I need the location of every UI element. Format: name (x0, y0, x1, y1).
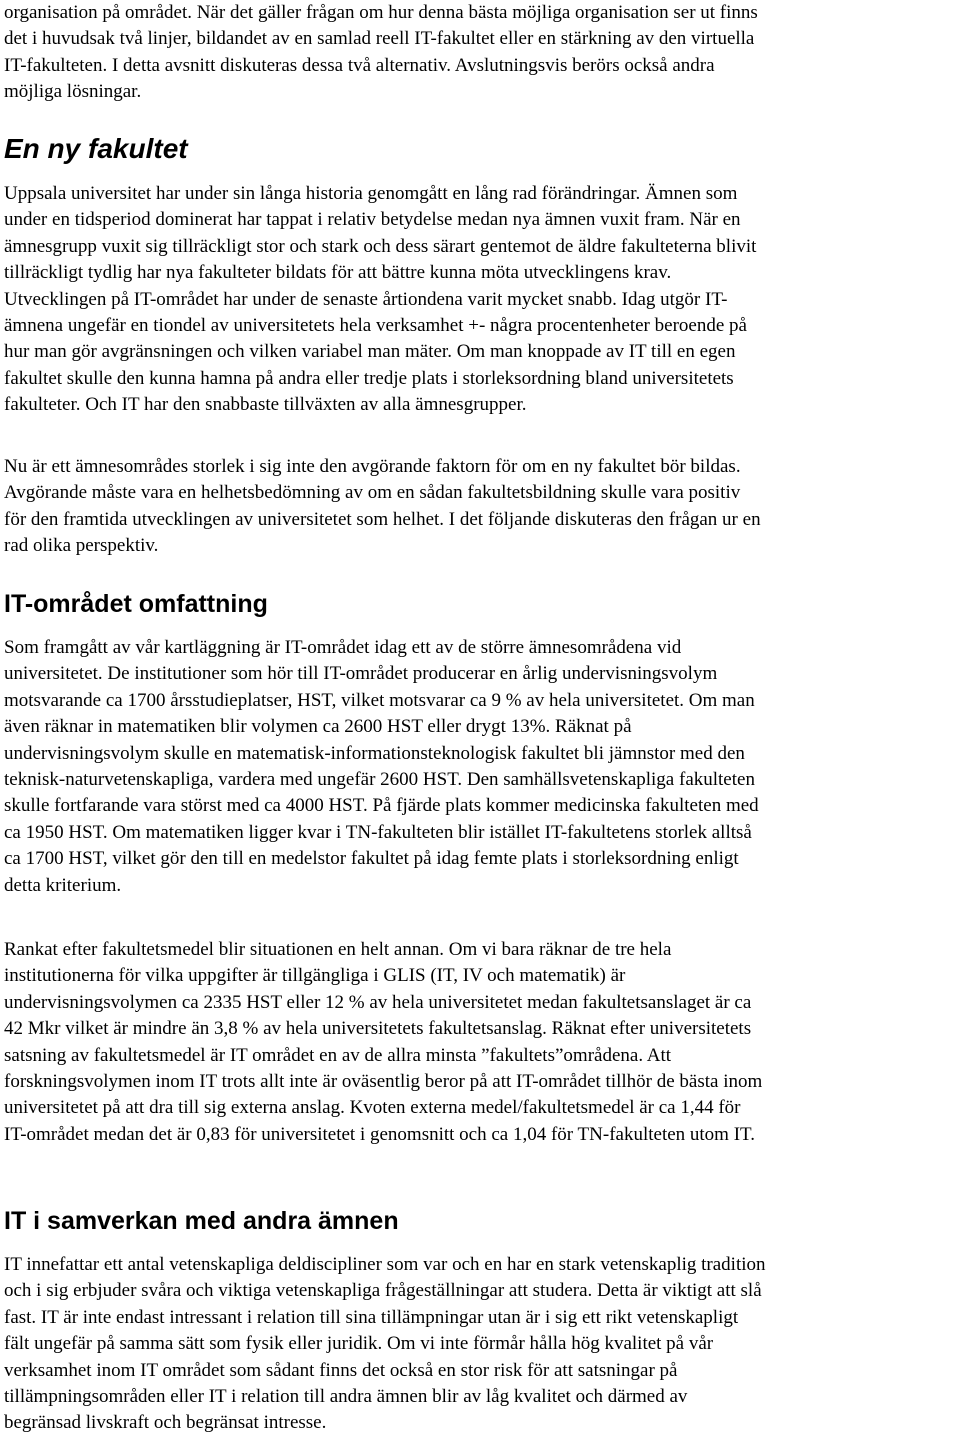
text-line: möjliga lösningar. (4, 81, 142, 103)
text-line: ca 1700 HST, vilket gör den till en medelstor fakultet på idag femte plats i storleksordning enligt (4, 848, 739, 870)
text-line: Utvecklingen på IT-området har under de senaste årtiondena varit mycket snabb. Idag utgör IT- (4, 288, 728, 310)
text-line: ämnesgrupp vuxit sig tillräckligt stor och stark och dess särart gentemot de äldre fakulteterna blivit (4, 235, 757, 257)
text-line: det i huvudsak två linjer, bildandet av en samlad reell IT-fakultet eller en stärkning av den virtuella (4, 28, 755, 50)
it-scope-paragraph-2 (4, 937, 960, 1148)
text-line: fast. IT är inte endast intressant i relation till sina tillämpningar utan är i sig ett rikt vetenskapligt (4, 1306, 739, 1328)
text-line: teknisk-naturvetenskapliga, vardera med ungefär 2600 HST. Den samhällsvetenskapliga fakulteten (4, 769, 755, 791)
text-line: skulle fortfarande vara störst med ca 4000 HST. På fjärde plats kommer medicinska fakulteten med (4, 795, 759, 817)
text-line: 42 Mkr vilket är mindre än 3,8 % av hela universitetets fakultetsanslag. Räknat efter universitetets (4, 1018, 752, 1040)
section-heading-it-scope: IT-området omfattning (4, 590, 268, 618)
text-line: Som framgått av vår kartläggning är IT-området idag ett av de större ämnesområdena vid (4, 637, 682, 658)
text-line: tillräckligt tydlig har nya fakulteter bildats för att bättre kunna möta utvecklingens krav. (4, 262, 672, 284)
text-line: Uppsala universitet har under sin långa historia genomgått en lång rad förändringar. Ämnen som (4, 183, 738, 204)
text-line: rad olika perspektiv. (4, 535, 159, 557)
text-line: universitetet. De institutioner som hör till IT-området producerar en årlig undervisningsvolym (4, 663, 718, 685)
text-line: organisation på området. När det gäller frågan om hur denna bästa möjliga organisation ser ut finns (4, 2, 758, 23)
text-line: för den framtida utvecklingen av universitetet som helhet. I det följande diskuteras den frågan ur en (4, 508, 761, 530)
text-line: Avgörande måste vara en helhetsbedömning av om en sådan fakultetsbildning skulle vara positiv (4, 482, 741, 504)
text-line: IT innefattar ett antal vetenskapliga deldiscipliner som var och en har en stark vetenskaplig tradition (4, 1254, 766, 1275)
text-line: undervisningsvolymen ca 2335 HST eller 12 % av hela universitetet medan fakultetsanslaget är ca (4, 991, 752, 1013)
text-line: fält ungefär på samma sätt som fysik eller juridik. Om vi inte förmår hålla hög kvalitet på vår (4, 1333, 714, 1355)
text-line: IT-fakulteten. I detta avsnitt diskuteras dessa två alternativ. Avslutningsvis berörs också andra (4, 54, 715, 76)
it-collaboration-paragraph-1 (4, 1252, 960, 1437)
text-line: fakulteter. Och IT har den snabbaste tillväxten av alla ämnesgrupper. (4, 394, 527, 416)
intro-paragraph (4, 0, 960, 106)
text-line: satsning av fakultetsmedel är IT området en av de allra minsta ”fakultets”områdena. Att (4, 1044, 672, 1066)
section-heading-it-collaboration: IT i samverkan med andra ämnen (4, 1207, 399, 1235)
text-line: begränsad livskraft och begränsat intresse. (4, 1412, 327, 1434)
text-line: verksamhet inom IT området som sådant finns det också en stor risk för att satsningar på (4, 1359, 678, 1381)
text-line: motsvarande ca 1700 årsstudieplatser, HST, vilket motsvarar ca 9 % av hela universitetet. Om man (4, 689, 755, 711)
text-line: detta kriterium. (4, 874, 122, 896)
text-line: hur man gör avgränsningen och vilken variabel man mäter. Om man knoppade av IT till en egen (4, 341, 736, 363)
text-line: tillämpningsområden eller IT i relation till andra ämnen blir av låg kvalitet och därmed av (4, 1386, 688, 1408)
text-line: även räknar in matematiken blir volymen ca 2600 HST eller drygt 13%. Räknat på (4, 716, 632, 738)
new-faculty-paragraph-1 (4, 181, 960, 419)
text-line: under en tidsperiod dominerat har tappat i relativ betydelse medan nya ämnen vuxit fram. När en (4, 209, 741, 231)
new-faculty-paragraph-2 (4, 454, 960, 560)
text-line: Nu är ett ämnesområdes storlek i sig inte den avgörande faktorn för om en ny fakultet bör bildas. (4, 456, 741, 477)
text-line: ca 1950 HST. Om matematiken ligger kvar i TN-fakulteten blir istället IT-fakultetens storlek alltså (4, 821, 752, 843)
text-line: IT-området medan det är 0,83 för universitetet i genomsnitt och ca 1,04 för TN-fakulteten utom IT. (4, 1123, 755, 1145)
text-line: undervisningsvolym skulle en matematisk-informationsteknologisk fakultet bli jämnstor med den (4, 742, 745, 764)
section-heading-new-faculty: En ny fakultet (4, 133, 188, 164)
text-line: institutionerna för vilka uppgifter är tillgängliga i GLIS (IT, IV och matematik) är (4, 965, 626, 987)
text-line: Rankat efter fakultetsmedel blir situationen en helt annan. Om vi bara räknar de tre hela (4, 939, 672, 960)
text-line: fakultet skulle den kunna hamna på andra eller tredje plats i storleksordning bland universitetets (4, 367, 734, 389)
text-line: och i sig erbjuder svåra och viktiga vetenskapliga frågeställningar att studera. Detta är viktigt att slå (4, 1280, 762, 1302)
text-line: forskningsvolymen inom IT trots allt inte är oväsentlig beror på att IT-området tillhör de bästa inom (4, 1071, 763, 1093)
text-line: universitetet på att dra till sig externa anslag. Kvoten externa medel/fakultetsmedel är ca 1,44 för (4, 1097, 741, 1119)
it-scope-paragraph-1 (4, 635, 960, 899)
text-line: ämnena ungefär en tiondel av universitetets hela verksamhet +- några procentenheter beroende på (4, 315, 747, 337)
